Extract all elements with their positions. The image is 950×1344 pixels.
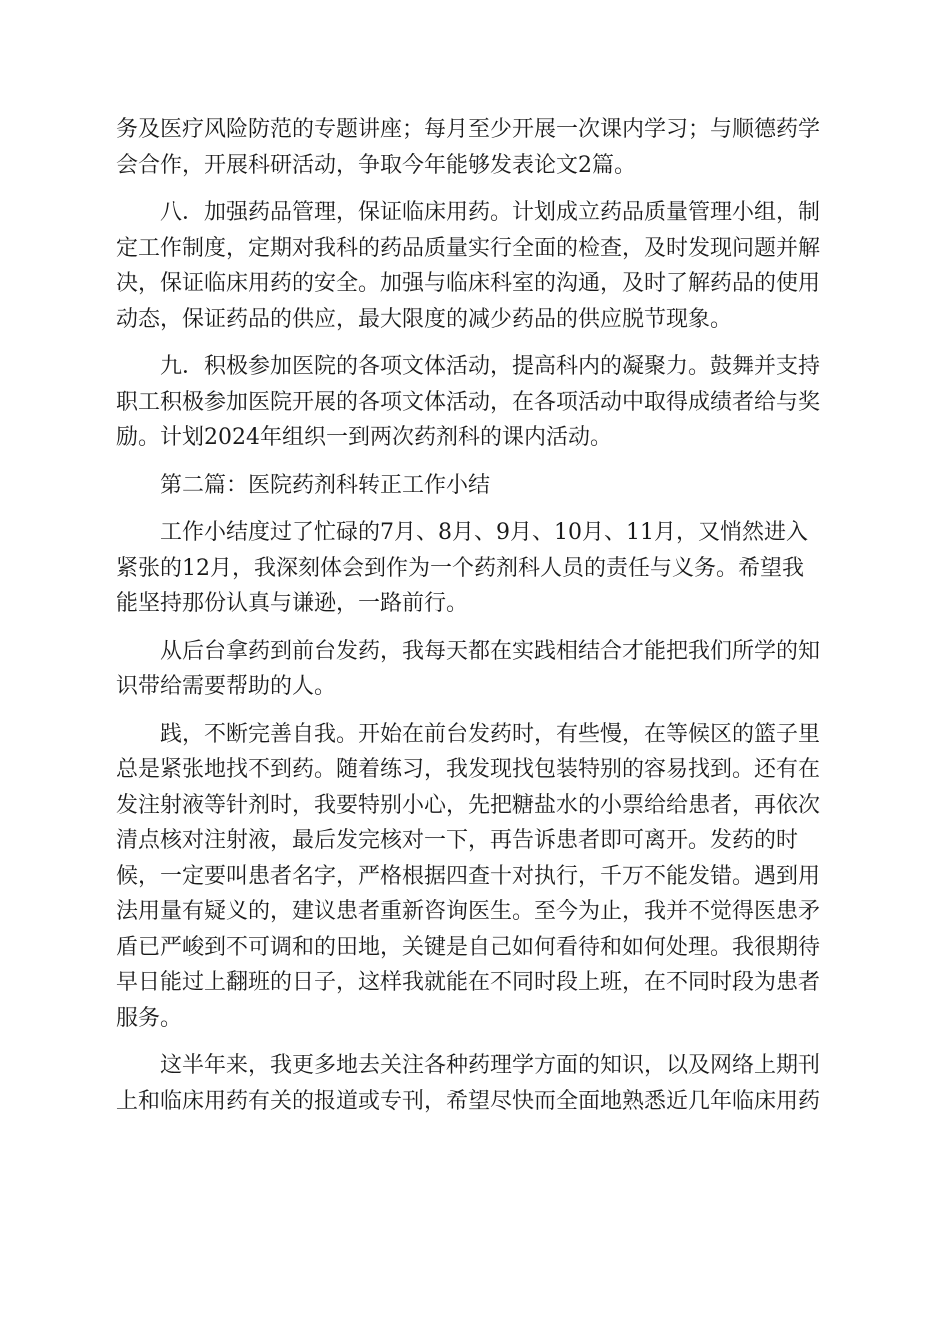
paragraph-lecture-plan: [116, 112, 834, 183]
section-heading-text: 第二篇：医院药剂科转正工作小结: [116, 472, 491, 498]
section-heading: [116, 468, 834, 504]
text-line: 服务。: [116, 1005, 183, 1031]
text-line: 九．积极参加医院的各项文体活动，提高科内的凝聚力。鼓舞并支持: [116, 354, 821, 379]
text-line: 八．加强药品管理，保证临床用药。计划成立药品质量管理小组，制: [116, 200, 821, 225]
text-line: 会合作，开展科研活动，争取今年能够发表论文2篇。: [116, 152, 636, 178]
document-body: [116, 112, 834, 1119]
paragraph-practice: [116, 634, 834, 705]
text-line: 这半年来，我更多地去关注各种药理学方面的知识，以及网络上期刊: [116, 1053, 821, 1078]
text-line: 动态，保证药品的供应，最大限度的减少药品的供应脱节现象。: [116, 306, 733, 332]
text-line: 发注射液等针剂时，我要特别小心，先把糖盐水的小票给给患者，再依次: [116, 792, 821, 818]
text-line: 早日能过上翻班的日子，这样我就能在不同时段上班，在不同时段为患者: [116, 970, 821, 995]
text-line: 励。计划2024年组织一到两次药剂科的课内活动。: [116, 425, 612, 450]
text-line: 紧张的12月，我深刻体会到作为一个药剂科人员的责任与义务。希望我: [116, 555, 804, 581]
text-line: 务及医疗风险防范的专题讲座；每月至少开展一次课内学习；与顺德药学: [116, 117, 821, 142]
paragraph-intro: [116, 515, 834, 622]
text-line: 候，一定要叫患者名字，严格根据四查十对执行，千万不能发错。遇到用: [116, 863, 821, 889]
text-line: 从后台拿药到前台发药，我每天都在实践相结合才能把我们所学的知: [116, 638, 821, 664]
paragraph-item-9: [116, 349, 834, 456]
text-line: 践，不断完善自我。开始在前台发药时，有些慢，在等候区的篮子里: [116, 721, 821, 747]
text-line: 定工作制度，定期对我科的药品质量实行全面的检查，及时发现问题并解: [116, 235, 821, 261]
text-line: 职工积极参加医院开展的各项文体活动，在各项活动中取得成绩者给与奖: [116, 389, 821, 415]
text-line: 工作小结度过了忙碌的7月、8月、9月、10月、11月，又悄然进入: [116, 520, 808, 545]
text-line: 上和临床用药有关的报道或专刊，希望尽快而全面地熟悉近几年临床用药: [116, 1088, 821, 1114]
text-line: 识带给需要帮助的人。: [116, 674, 337, 699]
text-line: 法用量有疑义的，建议患者重新咨询医生。至今为止，我并不觉得医患矛: [116, 899, 821, 924]
text-line: 决，保证临床用药的安全。加强与临床科室的沟通，及时了解药品的使用: [116, 271, 821, 296]
paragraph-dispensing: [116, 717, 834, 1037]
text-line: 总是紧张地找不到药。随着练习，我发现找包装特别的容易找到。还有在: [116, 757, 821, 782]
text-line: 清点核对注射液，最后发完核对一下，再告诉患者即可离开。发药的时: [116, 828, 799, 853]
paragraph-pharmacology: [116, 1048, 834, 1119]
text-line: 能坚持那份认真与谦逊，一路前行。: [116, 591, 469, 616]
paragraph-item-8: [116, 195, 834, 337]
text-line: 盾已严峻到不可调和的田地，关键是自己如何看待和如何处理。我很期待: [116, 934, 821, 960]
